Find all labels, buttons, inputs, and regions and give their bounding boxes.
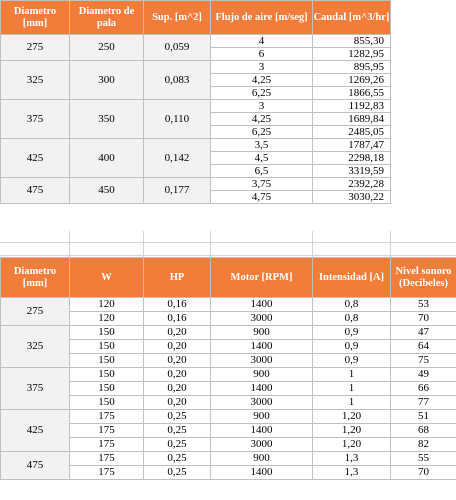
nivel-sonoro-cell[interactable]: 49 — [391, 368, 456, 382]
intensidad-cell[interactable]: 1,20 — [313, 410, 391, 424]
watts-cell[interactable]: 175 — [70, 452, 144, 466]
motor-rpm-cell[interactable]: 1400 — [211, 382, 313, 396]
superficie-cell[interactable]: 0,110 — [144, 100, 211, 139]
diametro-cell[interactable]: 475 — [1, 452, 70, 480]
header-hp[interactable]: HP — [144, 258, 211, 298]
table-row — [1, 466, 456, 480]
intensidad-cell[interactable]: 0,9 — [313, 326, 391, 340]
caudal-cell[interactable]: 895,95 — [313, 61, 391, 74]
intensidad-cell[interactable]: 1 — [313, 382, 391, 396]
flujo-aire-cell[interactable]: 3,5 — [211, 139, 313, 152]
pala-cell[interactable]: 250 — [70, 35, 144, 61]
flujo-aire-cell[interactable]: 6 — [211, 48, 313, 61]
hp-cell[interactable]: 0,16 — [144, 298, 211, 312]
table-row — [1, 452, 456, 466]
watts-cell[interactable]: 150 — [70, 354, 144, 368]
table-row — [1, 410, 456, 424]
hp-cell[interactable]: 0,25 — [144, 466, 211, 480]
hp-cell[interactable]: 0,20 — [144, 354, 211, 368]
watts-cell[interactable]: 150 — [70, 368, 144, 382]
diametro-cell[interactable]: 425 — [1, 410, 70, 452]
table-row — [1, 61, 391, 74]
hp-cell[interactable]: 0,16 — [144, 312, 211, 326]
motor-rpm-cell[interactable]: 1400 — [211, 466, 313, 480]
hp-cell[interactable]: 0,25 — [144, 410, 211, 424]
superficie-cell[interactable]: 0,142 — [144, 139, 211, 178]
table-row — [1, 396, 456, 410]
flujo-aire-cell[interactable]: 4,75 — [211, 191, 313, 204]
table-row — [1, 139, 391, 152]
nivel-sonoro-cell[interactable]: 64 — [391, 340, 456, 354]
watts-cell[interactable]: 175 — [70, 438, 144, 452]
motor-rpm-cell[interactable]: 1400 — [211, 298, 313, 312]
caudal-cell[interactable]: 2392,28 — [313, 178, 391, 191]
nivel-sonoro-cell[interactable]: 75 — [391, 354, 456, 368]
motor-specs-table — [0, 257, 456, 480]
flujo-aire-cell[interactable]: 4 — [211, 35, 313, 48]
motor-rpm-cell[interactable]: 3000 — [211, 396, 313, 410]
flujo-aire-cell[interactable]: 6,25 — [211, 87, 313, 100]
diametro-cell[interactable]: 425 — [1, 139, 70, 178]
motor-rpm-cell[interactable]: 900 — [211, 410, 313, 424]
hp-cell[interactable]: 0,25 — [144, 424, 211, 438]
nivel-sonoro-cell[interactable]: 66 — [391, 382, 456, 396]
nivel-sonoro-cell[interactable]: 77 — [391, 396, 456, 410]
watts-cell[interactable]: 175 — [70, 410, 144, 424]
table-row — [1, 438, 456, 452]
table-row — [1, 100, 391, 113]
caudal-cell[interactable]: 1282,95 — [313, 48, 391, 61]
superficie-cell[interactable]: 0,083 — [144, 61, 211, 100]
pala-cell[interactable]: 400 — [70, 139, 144, 178]
table-row — [1, 178, 391, 191]
nivel-sonoro-cell[interactable]: 55 — [391, 452, 456, 466]
watts-cell[interactable]: 150 — [70, 396, 144, 410]
intensidad-cell[interactable]: 1,3 — [313, 466, 391, 480]
header-intensidad[interactable]: Intensidad [A] — [313, 258, 391, 298]
header-nivel-sonoro[interactable]: Nivel sonoro (Decibeles) — [391, 258, 456, 298]
nivel-sonoro-cell[interactable]: 68 — [391, 424, 456, 438]
header-diametro[interactable]: Diametro [mm] — [1, 1, 70, 35]
flujo-aire-cell[interactable]: 4,5 — [211, 152, 313, 165]
caudal-cell[interactable]: 1269,26 — [313, 74, 391, 87]
flujo-aire-cell[interactable]: 4,25 — [211, 74, 313, 87]
header-superficie[interactable]: Sup. [m^2] — [144, 1, 211, 35]
flujo-aire-cell[interactable]: 3 — [211, 100, 313, 113]
diametro-cell[interactable]: 375 — [1, 368, 70, 410]
diametro-cell[interactable]: 325 — [1, 61, 70, 100]
intensidad-cell[interactable]: 0,9 — [313, 340, 391, 354]
table-row — [1, 298, 456, 312]
watts-cell[interactable]: 175 — [70, 466, 144, 480]
header-diametro-pala[interactable]: Diametro de pala — [70, 1, 144, 35]
flujo-aire-cell[interactable]: 3,75 — [211, 178, 313, 191]
caudal-cell[interactable]: 3030,22 — [313, 191, 391, 204]
motor-rpm-cell[interactable]: 900 — [211, 368, 313, 382]
intensidad-cell[interactable]: 0,8 — [313, 312, 391, 326]
nivel-sonoro-cell[interactable]: 70 — [391, 466, 456, 480]
flujo-aire-cell[interactable]: 3 — [211, 61, 313, 74]
hp-cell[interactable]: 0,25 — [144, 452, 211, 466]
hp-cell[interactable]: 0,20 — [144, 368, 211, 382]
motor-specs-header-row — [1, 258, 456, 298]
nivel-sonoro-cell[interactable]: 70 — [391, 312, 456, 326]
header-flujo-aire[interactable]: Flujo de aire [m/seg] — [211, 1, 313, 35]
flujo-aire-cell[interactable]: 6,25 — [211, 126, 313, 139]
watts-cell[interactable]: 150 — [70, 326, 144, 340]
table-row — [1, 35, 391, 48]
nivel-sonoro-cell[interactable]: 47 — [391, 326, 456, 340]
superficie-cell[interactable]: 0,059 — [144, 35, 211, 61]
header-watts[interactable]: W — [70, 258, 144, 298]
table-row — [1, 382, 456, 396]
hp-cell[interactable]: 0,20 — [144, 396, 211, 410]
header-diametro[interactable]: Diametro [mm] — [1, 258, 70, 298]
diametro-cell[interactable]: 375 — [1, 100, 70, 139]
table-row — [1, 340, 456, 354]
diametro-cell[interactable]: 275 — [1, 298, 70, 326]
pala-cell[interactable]: 300 — [70, 61, 144, 100]
intensidad-cell[interactable]: 1 — [313, 396, 391, 410]
diametro-cell[interactable]: 275 — [1, 35, 70, 61]
nivel-sonoro-cell[interactable]: 82 — [391, 438, 456, 452]
intensidad-cell[interactable]: 1,3 — [313, 452, 391, 466]
diametro-cell[interactable]: 325 — [1, 326, 70, 368]
hp-cell[interactable]: 0,20 — [144, 326, 211, 340]
flujo-aire-cell[interactable]: 6,5 — [211, 165, 313, 178]
fan-specs-table — [0, 0, 391, 204]
motor-rpm-cell[interactable]: 3000 — [211, 354, 313, 368]
watts-cell[interactable]: 120 — [70, 312, 144, 326]
watts-cell[interactable]: 150 — [70, 382, 144, 396]
superficie-cell[interactable]: 0,177 — [144, 178, 211, 204]
intensidad-cell[interactable]: 0,9 — [313, 354, 391, 368]
motor-rpm-cell[interactable]: 3000 — [211, 312, 313, 326]
table-row — [1, 312, 456, 326]
caudal-cell[interactable]: 2298,18 — [313, 152, 391, 165]
table-row — [1, 326, 456, 340]
table-row — [1, 424, 456, 438]
intensidad-cell[interactable]: 0,8 — [313, 298, 391, 312]
motor-rpm-cell[interactable]: 900 — [211, 452, 313, 466]
caudal-cell[interactable]: 1689,84 — [313, 113, 391, 126]
watts-cell[interactable]: 175 — [70, 424, 144, 438]
flujo-aire-cell[interactable]: 4,25 — [211, 113, 313, 126]
sheet-spacer-rows — [0, 231, 456, 257]
intensidad-cell[interactable]: 1 — [313, 368, 391, 382]
pala-cell[interactable]: 350 — [70, 100, 144, 139]
table-row — [1, 368, 456, 382]
header-caudal[interactable]: Caudal [m^3/hr] — [313, 1, 391, 35]
caudal-cell[interactable]: 3319,59 — [313, 165, 391, 178]
pala-cell[interactable]: 450 — [70, 178, 144, 204]
caudal-cell[interactable]: 855,30 — [313, 35, 391, 48]
hp-cell[interactable]: 0,20 — [144, 340, 211, 354]
caudal-cell[interactable]: 1787,47 — [313, 139, 391, 152]
watts-cell[interactable]: 150 — [70, 340, 144, 354]
nivel-sonoro-cell[interactable]: 51 — [391, 410, 456, 424]
header-motor-rpm[interactable]: Motor [RPM] — [211, 258, 313, 298]
caudal-cell[interactable]: 2485,05 — [313, 126, 391, 139]
table-row — [1, 354, 456, 368]
caudal-cell[interactable]: 1192,83 — [313, 100, 391, 113]
caudal-cell[interactable]: 1866,55 — [313, 87, 391, 100]
intensidad-cell[interactable]: 1,20 — [313, 424, 391, 438]
diametro-cell[interactable]: 475 — [1, 178, 70, 204]
motor-rpm-cell[interactable]: 3000 — [211, 438, 313, 452]
hp-cell[interactable]: 0,25 — [144, 438, 211, 452]
motor-rpm-cell[interactable]: 900 — [211, 326, 313, 340]
nivel-sonoro-cell[interactable]: 53 — [391, 298, 456, 312]
motor-rpm-cell[interactable]: 1400 — [211, 424, 313, 438]
motor-rpm-cell[interactable]: 1400 — [211, 340, 313, 354]
hp-cell[interactable]: 0,20 — [144, 382, 211, 396]
fan-specs-header-row — [1, 1, 391, 35]
watts-cell[interactable]: 120 — [70, 298, 144, 312]
intensidad-cell[interactable]: 1,20 — [313, 438, 391, 452]
